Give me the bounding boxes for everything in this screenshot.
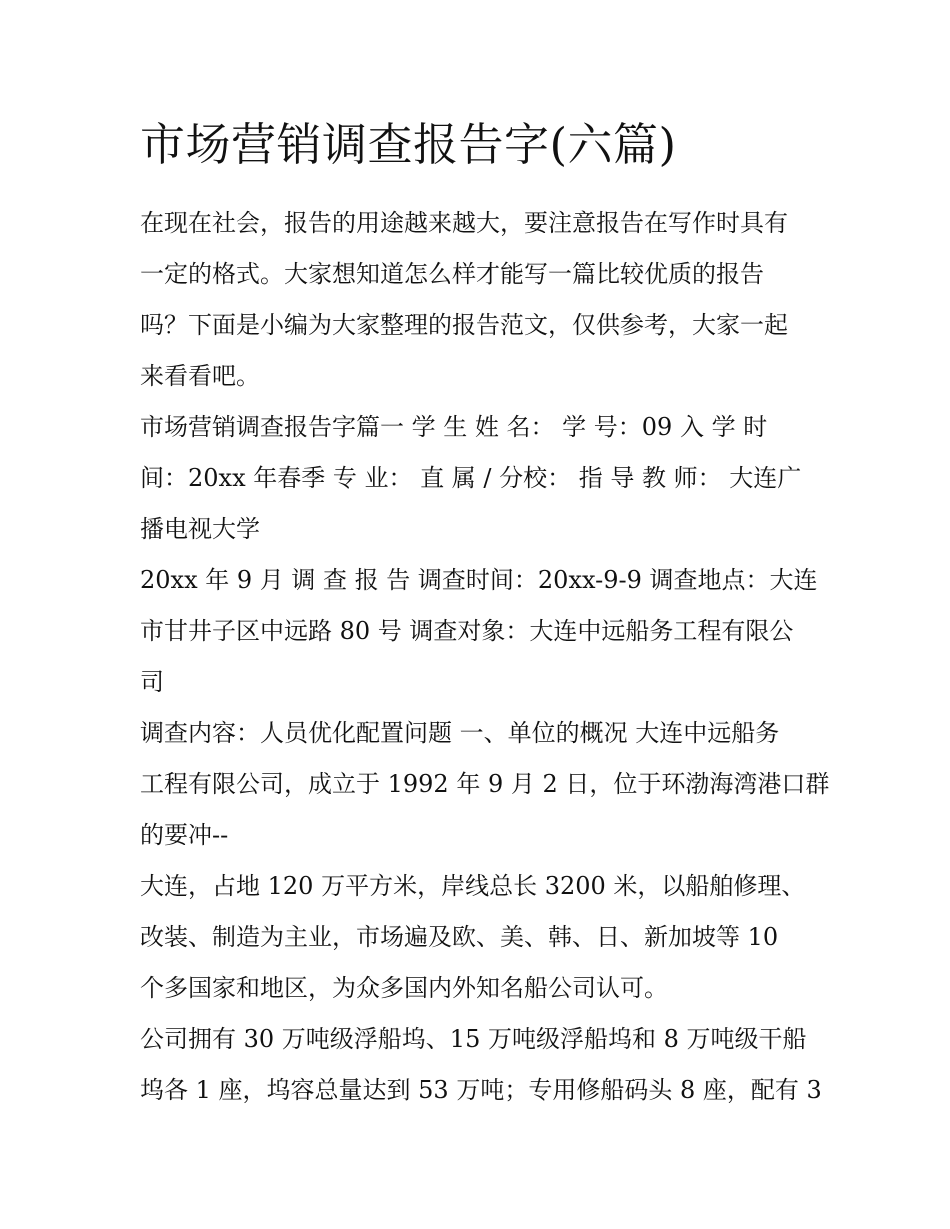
text-line: 改装、制造为主业，市场遍及欧、美、韩、日、新加坡等 10 — [140, 923, 779, 951]
text-line: 大连，占地 120 万平方米，岸线总长 3200 米，以船舶修理、 — [140, 872, 806, 900]
text-line: 的要冲-- — [140, 821, 229, 849]
paragraph-student-info — [140, 402, 815, 555]
paragraph-company-facilities — [140, 1014, 822, 1116]
text-line: 调查内容：人员优化配置问题 一、单位的概况 大连中远船务 — [140, 719, 780, 747]
paragraph-survey-info — [140, 555, 818, 708]
text-line: 吗？下面是小编为大家整理的报告范文，仅供参考，大家一起 — [140, 311, 788, 339]
text-line: 间：20xx 年春季 专 业： 直 属 / 分校： 指 导 教 师： 大连广 — [140, 464, 802, 492]
paragraph-intro — [140, 198, 815, 402]
text-line: 20xx 年 9 月 调 查 报 告 调查时间：20xx-9-9 调查地点：大连 — [140, 566, 818, 594]
text-line: 公司拥有 30 万吨级浮船坞、15 万吨级浮船坞和 8 万吨级干船 — [140, 1025, 807, 1053]
text-line: 工程有限公司，成立于 1992 年 9 月 2 日，位于环渤海湾港口群 — [140, 770, 830, 798]
text-line: 来看看吧。 — [140, 362, 260, 390]
text-line: 在现在社会，报告的用途越来越大，要注意报告在写作时具有 — [140, 209, 788, 237]
text-line: 一定的格式。大家想知道怎么样才能写一篇比较优质的报告 — [140, 260, 764, 288]
document-body — [140, 198, 830, 1116]
text-line: 个多国家和地区，为众多国内外知名船公司认可。 — [140, 974, 668, 1002]
text-line: 市场营销调查报告字篇一 学 生 姓 名： 学 号：09 入 学 时 — [140, 413, 768, 441]
text-line: 市甘井子区中远路 80 号 调查对象：大连中远船务工程有限公 — [140, 617, 794, 645]
text-line: 司 — [140, 668, 164, 696]
text-line: 播电视大学 — [140, 515, 260, 543]
text-line: 坞各 1 座，坞容总量达到 53 万吨；专用修船码头 8 座，配有 3 — [140, 1076, 822, 1104]
document-title: 市场营销调查报告字(六篇) — [140, 118, 677, 171]
paragraph-company-location — [140, 861, 815, 1014]
paragraph-survey-content — [140, 708, 830, 861]
